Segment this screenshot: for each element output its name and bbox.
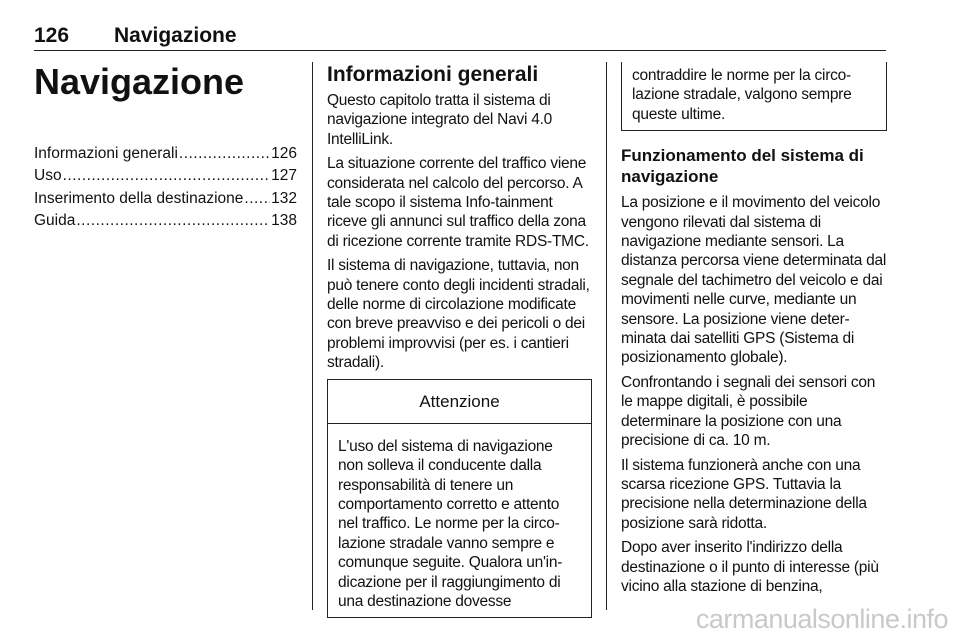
column-right bbox=[621, 62, 887, 601]
column-divider bbox=[606, 62, 607, 610]
toc-leader-dots bbox=[76, 210, 270, 232]
chapter-title: Navigazione bbox=[34, 61, 245, 102]
toc-entry-label: Inserimento della destinazione bbox=[34, 189, 244, 207]
page-number: 126 bbox=[34, 24, 70, 47]
warning-text-continued: contraddire le norme per la circo-lazione stradale, valgono sempre queste ultime. bbox=[632, 67, 852, 123]
warning-box-continued bbox=[621, 62, 887, 131]
subsection-heading: Funzionamento del sistema di navigazione bbox=[621, 146, 864, 186]
toc-entry[interactable] bbox=[34, 188, 297, 210]
column-divider bbox=[312, 62, 313, 610]
toc-leader-dots bbox=[244, 188, 270, 210]
paragraph: Il sistema funzionerà anche con una scarsa ricezione GPS. Tuttavia la precisione nella determinazione della posizione sarà ridotta. bbox=[621, 456, 867, 532]
toc-entry-page: 132 bbox=[271, 189, 297, 207]
toc-entry[interactable] bbox=[34, 165, 297, 187]
column-middle bbox=[327, 62, 592, 618]
table-of-contents bbox=[34, 143, 297, 232]
warning-box bbox=[327, 379, 592, 619]
paragraph: Dopo aver inserito l'indirizzo della destinazione o il punto di interesse (più vicino alla stazione di benzina, bbox=[621, 539, 879, 595]
toc-leader-dots bbox=[179, 143, 270, 165]
toc-entry-label: Uso bbox=[34, 167, 62, 185]
toc-entry-label: Informazioni generali bbox=[34, 145, 178, 162]
toc-entry[interactable] bbox=[34, 210, 297, 232]
paragraph: Il sistema di navigazione, tuttavia, non può tenere conto degli incidenti stradali, delle norme di circolazione modificate con breve preavviso e dei pericoli o dei problemi improvvisi (per es. i cantieri stradali). bbox=[327, 257, 590, 372]
toc-entry[interactable] bbox=[34, 143, 297, 165]
toc-leader-dots bbox=[63, 165, 271, 187]
paragraph: Confrontando i segnali dei sensori con le mappe digitali, è possibile determinare la posizione con una precisione di ca. 10 m. bbox=[621, 373, 876, 450]
paragraph: La posizione e il movimento del veicolo vengono rilevati dal sistema di navigazione mediante sensori. La distanza percorsa viene determinata dal segnale del tachimetro del veicolo e dai movimenti nelle curve, mediante un sensore. La posizione viene deter-minata dai satelliti GPS (Sistema di posizionamento globale). bbox=[621, 194, 887, 367]
warning-text: L'uso del sistema di navigazione non solleva il conducente dalla responsabilità di tenere un comportamento corretto e attento nel traffico. Le norme per la circo-lazione stradale vanno sempre e comunque seguite. Qualora un'in-dicazione per il raggiungimento di una destinazione dovesse bbox=[338, 437, 563, 610]
toc-entry-page: 126 bbox=[271, 145, 297, 162]
page-header bbox=[34, 24, 886, 51]
paragraph: Questo capitolo tratta il sistema di navigazione integrato del Navi 4.0 IntelliLink. bbox=[327, 92, 553, 148]
toc-entry-page: 127 bbox=[271, 167, 297, 185]
paragraph: La situazione corrente del traffico viene considerata nel calcolo del percorso. A tale scopo il sistema Info-tainment riceve gli annunci sul traffico della zona di ricezione corrente tramite RDS-TMC. bbox=[327, 155, 589, 250]
toc-entry-label: Guida bbox=[34, 211, 76, 229]
warning-heading: Attenzione bbox=[328, 380, 591, 424]
running-title: Navigazione bbox=[114, 24, 237, 47]
section-heading: Informazioni generali bbox=[327, 63, 539, 86]
watermark: carmanualsonline.info bbox=[695, 604, 948, 634]
toc-entry-page: 138 bbox=[271, 211, 297, 229]
